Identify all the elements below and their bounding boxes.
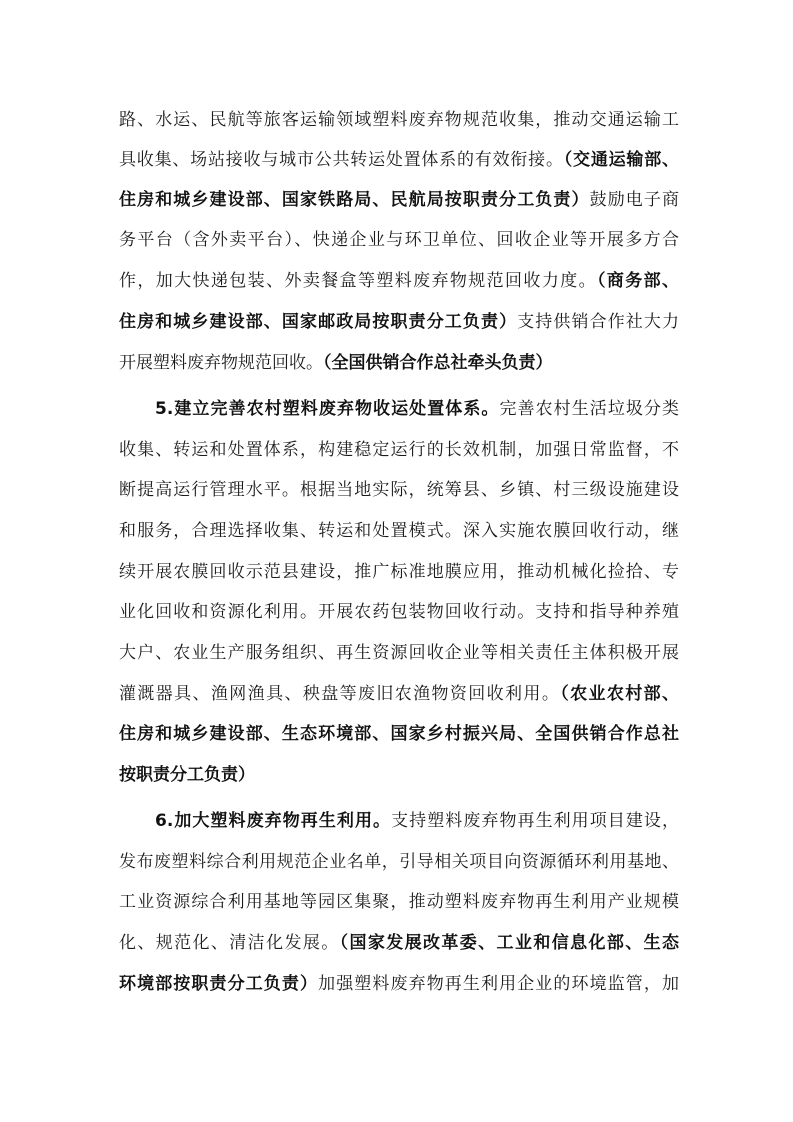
responsible-agencies: 住房和城乡建设部、生态环境部、国家乡村振兴局、全国供销合作总社	[119, 724, 679, 744]
responsible-agencies: （国家发展改革委、工业和信息化部、生态	[339, 933, 679, 953]
responsible-agencies: 按职责分工负责）	[119, 765, 255, 785]
text-line	[119, 268, 679, 294]
text-line	[119, 437, 679, 463]
text-line	[119, 477, 679, 503]
text-segment: 化、规范化、清洁化发展。	[119, 933, 340, 953]
text-segment: 具收集、场站接收与城市公共转运处置体系的有效衔接。	[119, 150, 564, 170]
text-segment: 完善农村生活垃圾分类	[499, 399, 679, 419]
section-heading-line	[155, 396, 679, 422]
text-line	[119, 350, 679, 376]
text-line	[119, 971, 679, 997]
text-segment: 开展塑料废弃物规范回收。	[119, 353, 323, 373]
text-segment: 发布废塑料综合利用规范企业名单，引导相关项目向资源循环利用基地、	[119, 852, 679, 872]
responsible-agencies: （全国供销合作总社牵头负责）	[323, 353, 553, 373]
text-segment: 务平台（含外卖平台）、快递企业与环卫单位、回收企业等开展多方合	[119, 230, 679, 250]
text-segment: 续开展农膜回收示范县建设，推广标准地膜应用，推动机械化捡拾、专	[119, 562, 679, 582]
text-line	[119, 147, 679, 173]
text-segment: 断提高运行管理水平。根据当地实际，统筹县、乡镇、村三级设施建设	[119, 480, 679, 500]
responsible-agencies: 住房和城乡建设部、国家邮政局按职责分工负责）	[119, 312, 518, 332]
section-heading-line	[155, 808, 679, 834]
text-segment: 收集、转运和处置体系，构建稳定运行的长效机制，加强日常监督，不	[119, 440, 679, 460]
responsible-agencies: 环境部按职责分工负责）	[119, 974, 319, 994]
text-line	[119, 187, 679, 213]
text-line	[119, 107, 679, 133]
text-line	[119, 721, 679, 747]
text-line	[119, 889, 679, 915]
text-line	[119, 559, 679, 585]
text-segment: 鼓励电子商	[589, 190, 679, 210]
responsible-agencies: （商务部、	[596, 271, 679, 291]
text-segment: 和服务，合理选择收集、转运和处置模式。深入实施农膜回收行动，继	[119, 521, 679, 541]
text-line	[119, 640, 679, 666]
text-segment: 路、水运、民航等旅客运输领域塑料废弃物规范收集，推动交通运输工	[119, 110, 679, 130]
text-line	[119, 762, 679, 788]
text-line	[119, 227, 679, 253]
text-line	[119, 849, 679, 875]
text-line	[119, 930, 679, 956]
text-segment: 作，加大快递包装、外卖餐盒等塑料废弃物规范回收力度。	[119, 271, 597, 291]
responsible-agencies: （农业农村部、	[560, 684, 679, 704]
text-segment: 加强塑料废弃物再生利用企业的环境监管，加	[318, 974, 679, 994]
text-segment: 工业资源综合利用基地等园区集聚，推动塑料废弃物再生利用产业规模	[119, 892, 679, 912]
text-line	[119, 681, 679, 707]
responsible-agencies: 住房和城乡建设部、国家铁路局、民航局按职责分工负责）	[119, 190, 590, 210]
section-heading: 6.加大塑料废弃物再生利用。	[155, 811, 392, 831]
text-segment: 大户、农业生产服务组织、再生资源回收企业等相关责任主体积极开展	[119, 643, 679, 663]
text-line	[119, 599, 679, 625]
section-heading: 5.建立完善农村塑料废弃物收运处置体系。	[155, 399, 500, 419]
text-segment: 灌溉器具、渔网渔具、秧盘等废旧农渔物资回收利用。	[119, 684, 561, 704]
text-segment: 业化回收和资源化利用。开展农药包装物回收行动。支持和指导种养殖	[119, 602, 679, 622]
responsible-agencies: （交通运输部、	[563, 150, 679, 170]
text-segment: 支持供销合作社大力	[517, 312, 679, 332]
text-segment: 支持塑料废弃物再生利用项目建设，	[391, 811, 679, 831]
text-line	[119, 518, 679, 544]
text-line	[119, 309, 679, 335]
